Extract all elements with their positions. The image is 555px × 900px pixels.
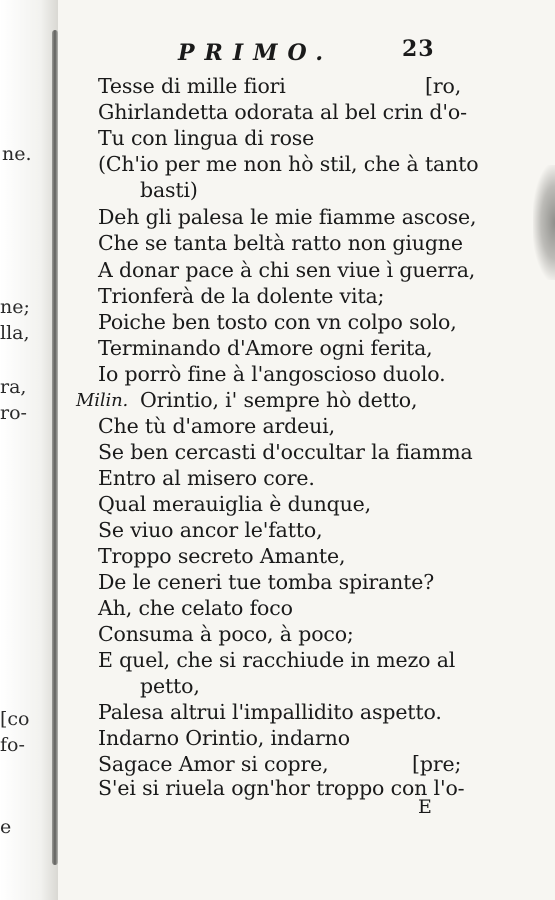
verse-line: De le ceneri tue tomba spirante? [98,570,435,594]
verse-line: petto, [140,674,200,698]
turnover: [pre; [412,752,462,776]
turnover: [ro, [425,74,462,98]
verse-line: Se ben cercasti d'occultar la fiamma [98,440,473,464]
prev-page-fragment: ne; [0,296,30,318]
prev-page-fragment: lla, [0,322,30,344]
prev-page-fragment: [co [0,708,30,730]
prev-page-fragment: e [0,816,12,838]
verse-line: Tesse di mille fiori [98,74,286,98]
verse-line: Trionferà de la dolente vita; [98,284,385,308]
verse-line: Consuma à poco, à poco; [98,622,354,646]
prev-page-fragment: fo- [0,734,25,756]
verse-line: E quel, che si racchiude in mezo al [98,648,456,672]
prev-page-fragment: ra, [0,376,27,398]
verse-line: Deh gli palesa le mie fiamme ascose, [98,205,477,229]
verse-line: Sagace Amor si copre, [98,752,329,776]
page-gutter [0,0,58,900]
ink-bleed-mark [533,165,555,280]
verse-line: Troppo secreto Amante, [98,544,346,568]
speaker-label: Milin. [76,390,129,411]
verse-line: Se viuo ancor le'fatto, [98,518,323,542]
verse-line: Orintio, i' sempre hò detto, [140,388,418,412]
verse-line: Tu con lingua di rose [98,126,315,150]
verse-line: Ah, che celato foco [98,596,293,620]
catchword: E [418,796,432,818]
verse-line: basti) [140,178,198,202]
binding-shadow [52,30,58,865]
verse-line: Che se tanta beltà ratto non giugne [98,231,463,255]
verse-line: Ghirlandetta odorata al bel crin d'o- [98,100,467,124]
verse-line: S'ei si riuela ogn'hor troppo con l'o- [98,776,465,800]
verse-line: Qual merauiglia è dunque, [98,492,372,516]
verse-line: Che tù d'amore ardeui, [98,414,335,438]
verse-line: Terminando d'Amore ogni ferita, [98,336,433,360]
verse-line: A donar pace à chi sen viue ì guerra, [98,258,476,282]
verse-line: Indarno Orintio, indarno [98,726,350,750]
prev-page-fragment: ne. [2,143,32,165]
page-number: 23 [402,36,435,62]
verse-line: Io porrò fine à l'angoscioso duolo. [98,362,446,386]
running-header: PRIMO. [178,40,334,66]
verse-line: Palesa altrui l'impallidito aspetto. [98,700,442,724]
verse-line: Entro al misero core. [98,466,315,490]
verse-line: (Ch'io per me non hò stil, che à tanto [98,152,479,176]
prev-page-fragment: ro- [0,402,27,424]
verse-line: Poiche ben tosto con vn colpo solo, [98,310,457,334]
